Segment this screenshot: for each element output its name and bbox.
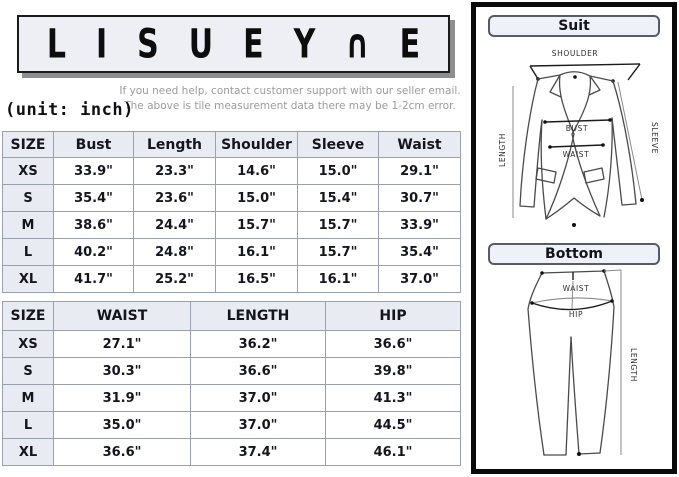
suit-bust-label: BUST [565, 124, 589, 133]
column-header: Sleeve [298, 132, 379, 158]
column-header: LENGTH [191, 302, 326, 331]
pants-waist-label: WAIST [562, 284, 590, 293]
value-cell: 15.7" [216, 212, 298, 239]
shoulder-dot-center [573, 75, 577, 79]
size-cell: L [3, 412, 54, 439]
column-header: Waist [379, 132, 461, 158]
bust-dot-left [543, 120, 547, 124]
value-cell: 37.0" [379, 266, 461, 293]
value-cell: 30.3" [54, 358, 191, 385]
brand-logo [17, 15, 450, 73]
size-cell: M [3, 212, 54, 239]
table-row [3, 385, 461, 412]
value-cell: 41.3" [326, 385, 461, 412]
sleeve-measure-line [618, 82, 642, 200]
value-cell: 29.1" [379, 158, 461, 185]
pants-sketch [528, 271, 614, 455]
table-row [3, 358, 461, 385]
column-header: SIZE [3, 132, 54, 158]
suit-waist-label: WAIST [562, 150, 590, 159]
button-dot [572, 223, 576, 227]
pants-hem-dot [577, 452, 581, 456]
value-cell: 23.3" [134, 158, 216, 185]
value-cell: 16.1" [216, 239, 298, 266]
value-cell: 15.0" [216, 185, 298, 212]
value-cell: 24.4" [134, 212, 216, 239]
value-cell: 15.0" [298, 158, 379, 185]
sleeve-label: SLEEVE [650, 122, 659, 154]
brand-logo-text: LISUEY∩E [46, 20, 451, 68]
size-cell: L [3, 239, 54, 266]
table-row [3, 185, 461, 212]
table-row [3, 331, 461, 358]
size-cell: XS [3, 158, 54, 185]
column-header: SIZE [3, 302, 54, 331]
value-cell: 24.8" [134, 239, 216, 266]
value-cell: 14.6" [216, 158, 298, 185]
value-cell: 33.9" [54, 158, 134, 185]
shoulder-measure-line [530, 64, 640, 66]
sleeve-dot [640, 198, 644, 202]
table-row [3, 158, 461, 185]
pants-waist-dot-left [540, 271, 544, 275]
bottom-measurement-diagram [476, 265, 672, 465]
value-cell: 36.2" [191, 331, 326, 358]
value-cell: 33.9" [379, 212, 461, 239]
size-cell: XL [3, 266, 54, 293]
bottom-title-label: Bottom [545, 246, 603, 262]
column-header: Bust [54, 132, 134, 158]
support-note [95, 84, 485, 114]
suit-title-label: Suit [558, 18, 590, 34]
bottom-size-table [2, 301, 461, 466]
value-cell: 15.7" [298, 212, 379, 239]
size-cell: S [3, 185, 54, 212]
size-cell: XS [3, 331, 54, 358]
value-cell: 37.4" [191, 439, 326, 466]
waist-dot-right [601, 143, 605, 147]
waist-dot-left [548, 145, 552, 149]
bust-measure-line [545, 120, 610, 122]
value-cell: 15.4" [298, 185, 379, 212]
value-cell: 36.6" [191, 358, 326, 385]
suit-shoulder-label: SHOULDER [551, 49, 599, 58]
pants-length-label: LENGTH [629, 348, 638, 382]
value-cell: 15.7" [298, 239, 379, 266]
value-cell: 27.1" [54, 331, 191, 358]
suit-size-table [2, 131, 461, 293]
value-cell: 38.6" [54, 212, 134, 239]
table-row [3, 439, 461, 466]
value-cell: 40.2" [54, 239, 134, 266]
value-cell: 35.4" [54, 185, 134, 212]
table-row [3, 239, 461, 266]
column-header: Length [134, 132, 216, 158]
pants-hip-label: HIP [568, 310, 584, 319]
size-cell: XL [3, 439, 54, 466]
value-cell: 37.0" [191, 412, 326, 439]
suit-length-label: LENGTH [498, 133, 507, 167]
value-cell: 44.5" [326, 412, 461, 439]
size-cell: M [3, 385, 54, 412]
column-header: Shoulder [216, 132, 298, 158]
hip-dot-right [610, 299, 614, 303]
unit-label: (unit: inch) [5, 100, 134, 120]
support-note-line1: If you need help, contact customer support with our seller email. [119, 85, 461, 97]
value-cell: 30.7" [379, 185, 461, 212]
value-cell: 37.0" [191, 385, 326, 412]
suit-diagram-title [488, 15, 660, 37]
support-note-line2: The above is tile measurement data there may be 1-2cm error. [124, 100, 456, 113]
hip-dot-left [530, 301, 534, 305]
bottom-diagram-title [488, 243, 660, 265]
value-cell: 23.6" [134, 185, 216, 212]
column-header: WAIST [54, 302, 191, 331]
column-header: HIP [326, 302, 461, 331]
size-cell: S [3, 358, 54, 385]
value-cell: 16.5" [216, 266, 298, 293]
value-cell: 46.1" [326, 439, 461, 466]
value-cell: 36.6" [54, 439, 191, 466]
table-row [3, 212, 461, 239]
value-cell: 39.8" [326, 358, 461, 385]
value-cell: 41.7" [54, 266, 134, 293]
value-cell: 25.2" [134, 266, 216, 293]
value-cell: 31.9" [54, 385, 191, 412]
bust-dot-right [608, 118, 612, 122]
value-cell: 35.4" [379, 239, 461, 266]
table-row [3, 266, 461, 293]
suit-measurement-diagram [476, 38, 672, 243]
suit-waist-measure-line [550, 145, 603, 147]
value-cell: 35.0" [54, 412, 191, 439]
measurement-diagram-panel [471, 2, 677, 474]
table-row [3, 412, 461, 439]
value-cell: 16.1" [298, 266, 379, 293]
value-cell: 36.6" [326, 331, 461, 358]
